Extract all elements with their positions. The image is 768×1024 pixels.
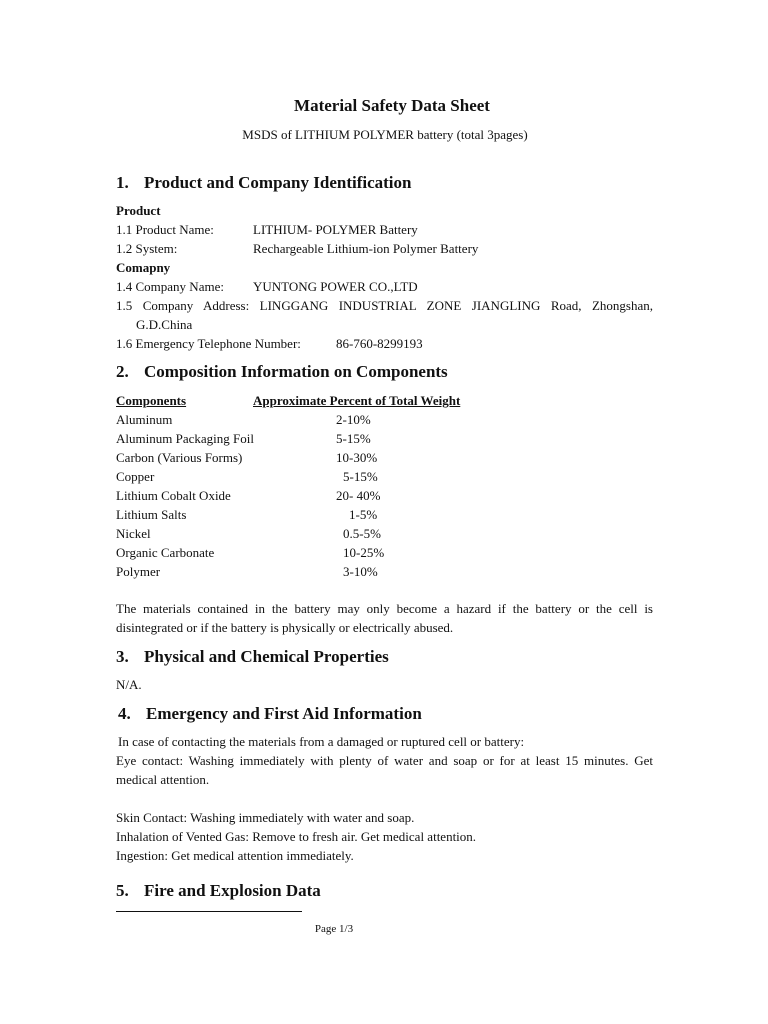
phone-label: 1.6 Emergency Telephone Number: xyxy=(116,336,301,351)
section-1-heading xyxy=(116,173,411,193)
component-name: Aluminum xyxy=(116,412,173,427)
section-4-heading xyxy=(118,704,422,724)
component-percent: 1-5% xyxy=(349,507,378,522)
product-label: Product xyxy=(116,203,161,218)
section-3-title: Physical and Chemical Properties xyxy=(144,647,389,666)
section-2-heading xyxy=(116,362,448,382)
product-name-label: 1.1 Product Name: xyxy=(116,222,214,237)
component-percent: 3-10% xyxy=(343,564,378,579)
section-3-number: 3. xyxy=(116,647,129,666)
section-4-title: Emergency and First Aid Information xyxy=(146,704,422,723)
component-name: Lithium Salts xyxy=(116,507,187,522)
component-percent: 10-25% xyxy=(343,545,385,560)
component-percent: 2-10% xyxy=(336,412,371,427)
component-name: Nickel xyxy=(116,526,151,541)
section-3-heading xyxy=(116,647,389,667)
phone-value: 86-760-8299193 xyxy=(336,336,423,351)
document-title: Material Safety Data Sheet xyxy=(294,96,490,115)
product-name-value: LITHIUM- POLYMER Battery xyxy=(253,222,418,237)
component-name: Carbon (Various Forms) xyxy=(116,450,243,465)
system-value: Rechargeable Lithium-ion Polymer Battery xyxy=(253,241,479,256)
section-3-body: N/A. xyxy=(116,677,142,692)
eye-contact-line-1: Eye contact: Washing immediately with plenty of water and soap or for at least 15 minutes. Get xyxy=(116,753,653,768)
component-name: Aluminum Packaging Foil xyxy=(116,431,254,446)
eye-contact-line-2: medical attention. xyxy=(116,772,210,787)
component-percent: 5-15% xyxy=(336,431,371,446)
document-subtitle: MSDS of LITHIUM POLYMER battery (total 3pages) xyxy=(242,127,528,142)
inhalation: Inhalation of Vented Gas: Remove to fresh air. Get medical attention. xyxy=(116,829,477,844)
company-address-line-2: G.D.China xyxy=(136,317,193,332)
section-2-number: 2. xyxy=(116,362,129,381)
first-aid-intro: In case of contacting the materials from a damaged or ruptured cell or battery: xyxy=(118,734,525,749)
component-percent: 10-30% xyxy=(336,450,378,465)
company-address-line-1: 1.5 Company Address: LINGGANG INDUSTRIAL ZONE JIANGLING Road, Zhongshan, xyxy=(116,298,653,313)
section-2-title: Composition Information on Components xyxy=(144,362,448,381)
hazard-note-line-2: disintegrated or if the battery is physically or electrically abused. xyxy=(116,620,454,635)
section-4-number: 4. xyxy=(118,704,131,723)
component-name: Lithium Cobalt Oxide xyxy=(116,488,231,503)
company-label: Comapny xyxy=(116,260,171,275)
section-1-title: Product and Company Identification xyxy=(144,173,412,192)
component-percent: 5-15% xyxy=(343,469,378,484)
system-label: 1.2 System: xyxy=(116,241,178,256)
component-percent: 20- 40% xyxy=(336,488,381,503)
component-name: Polymer xyxy=(116,564,161,579)
ingestion: Ingestion: Get medical attention immediately. xyxy=(116,848,354,863)
component-name: Organic Carbonate xyxy=(116,545,215,560)
section-1-number: 1. xyxy=(116,173,129,192)
footer-divider xyxy=(116,911,302,912)
component-name: Copper xyxy=(116,469,155,484)
company-name-value: YUNTONG POWER CO.,LTD xyxy=(253,279,418,294)
section-5-heading xyxy=(116,881,321,901)
section-5-number: 5. xyxy=(116,881,129,900)
skin-contact: Skin Contact: Washing immediately with water and soap. xyxy=(116,810,415,825)
components-column-header: Components xyxy=(116,393,187,408)
page-number: Page 1/3 xyxy=(314,923,354,935)
company-name-label: 1.4 Company Name: xyxy=(116,279,224,294)
component-percent: 0.5-5% xyxy=(343,526,381,541)
section-5-title: Fire and Explosion Data xyxy=(144,881,321,900)
percent-column-header: Approximate Percent of Total Weight xyxy=(253,393,461,408)
hazard-note-line-1: The materials contained in the battery may only become a hazard if the battery or the cell is xyxy=(116,601,653,616)
